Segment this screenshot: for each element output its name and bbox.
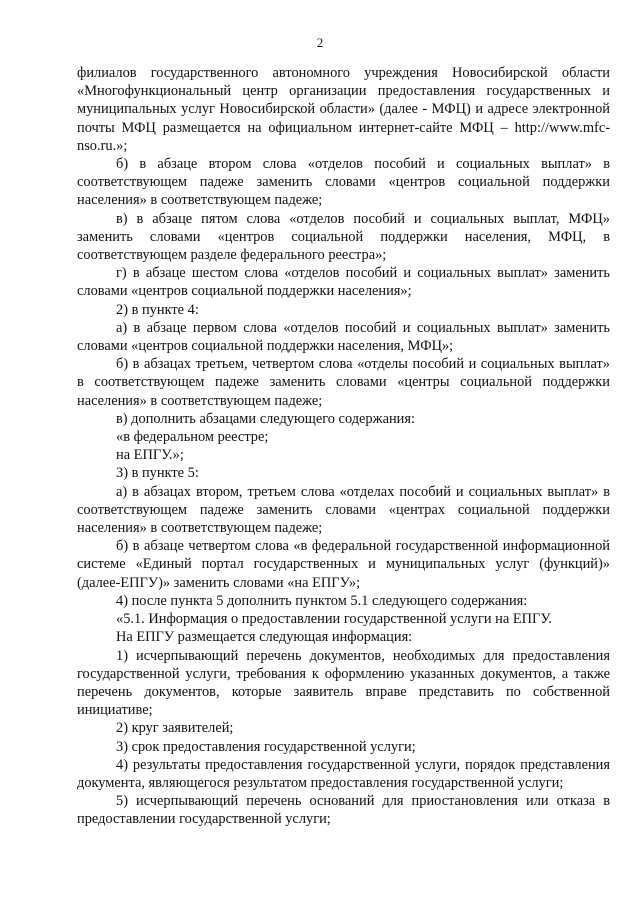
paragraph-3b: б) в абзаце четвертом слова «в федеральной государственной информационной системе «Единый портал государственных и муниципальных услуг (функций)» (далее-ЕПГУ)» заменить словами «на ЕПГУ»; bbox=[77, 538, 610, 591]
document-body bbox=[77, 64, 610, 829]
page-number: 2 bbox=[316, 35, 324, 50]
paragraph-list-2: 2) круг заявителей; bbox=[116, 720, 234, 737]
paragraph-3a: а) в абзацах втором, третьем слова «отделах пособий и социальных выплат» в соответствующем падеже заменить словами «центрах социальной поддержки населения» в соответствующем падеже; bbox=[77, 483, 610, 537]
paragraph-1v: в) в абзаце пятом слова «отделов пособий и социальных выплат, МФЦ» заменить словами «центров социальной поддержки населения, МФЦ, в соответствующем разделе федерального реестра»; bbox=[77, 210, 610, 264]
paragraph-item-3: 3) в пункте 5: bbox=[116, 465, 199, 482]
paragraph-2v-line-2: на ЕПГУ.»; bbox=[116, 447, 184, 464]
paragraph-2v-line-1: «в федеральном реестре; bbox=[116, 429, 269, 446]
paragraph-2v: в) дополнить абзацами следующего содержания: bbox=[116, 410, 415, 427]
paragraph-5-1-intro: На ЕПГУ размещается следующая информация: bbox=[116, 629, 413, 646]
paragraph-2a: а) в абзаце первом слова «отделов пособий и социальных выплат» заменить словами «центров социальной поддержки населения, МФЦ»; bbox=[77, 319, 610, 355]
paragraph-item-4: 4) после пункта 5 дополнить пунктом 5.1 следующего содержания: bbox=[116, 592, 528, 609]
paragraph-list-1: 1) исчерпывающий перечень документов, необходимых для предоставления государственной услуги, требования к оформлению указанных документов, а также перечень документов, которые заявитель вправе представить по собственной инициативе; bbox=[77, 647, 610, 719]
paragraph-1g: г) в абзаце шестом слова «отделов пособий и социальных выплат» заменить словами «центров социальной поддержки населения»; bbox=[77, 265, 610, 300]
paragraph-1b: б) в абзаце втором слова «отделов пособий и социальных выплат» в соответствующем падеже заменить словами «центров социальной поддержки населения» в соответствующем падеже; bbox=[77, 156, 610, 209]
paragraph-5-1-heading: «5.1. Информация о предоставлении государственной услуги на ЕПГУ. bbox=[116, 611, 552, 628]
paragraph-item-2: 2) в пункте 4: bbox=[116, 301, 199, 318]
paragraph-list-3: 3) срок предоставления государственной услуги; bbox=[116, 738, 416, 755]
paragraph-list-5: 5) исчерпывающий перечень оснований для приостановления или отказа в предоставлении государственной услуги; bbox=[77, 793, 610, 828]
paragraph-intro-continued: филиалов государственного автономного учреждения Новосибирской области «Многофункциональный центр организации предоставления государственных и муниципальных услуг Новосибирской области» (далее - МФЦ) и адресе электронной почты МФЦ размещается на официальном интернет-сайте МФЦ – http://www.mfc-nso.ru.»; bbox=[77, 65, 610, 154]
paragraph-2b: б) в абзацах третьем, четвертом слова «отделы пособий и социальных выплат» в соответствующем падеже заменить словами «центры социальной поддержки населения» в соответствующем падеже; bbox=[77, 356, 610, 409]
paragraph-list-4: 4) результаты предоставления государственной услуги, порядок представления документа, являющегося результатом предоставления государственной услуги; bbox=[77, 756, 610, 791]
